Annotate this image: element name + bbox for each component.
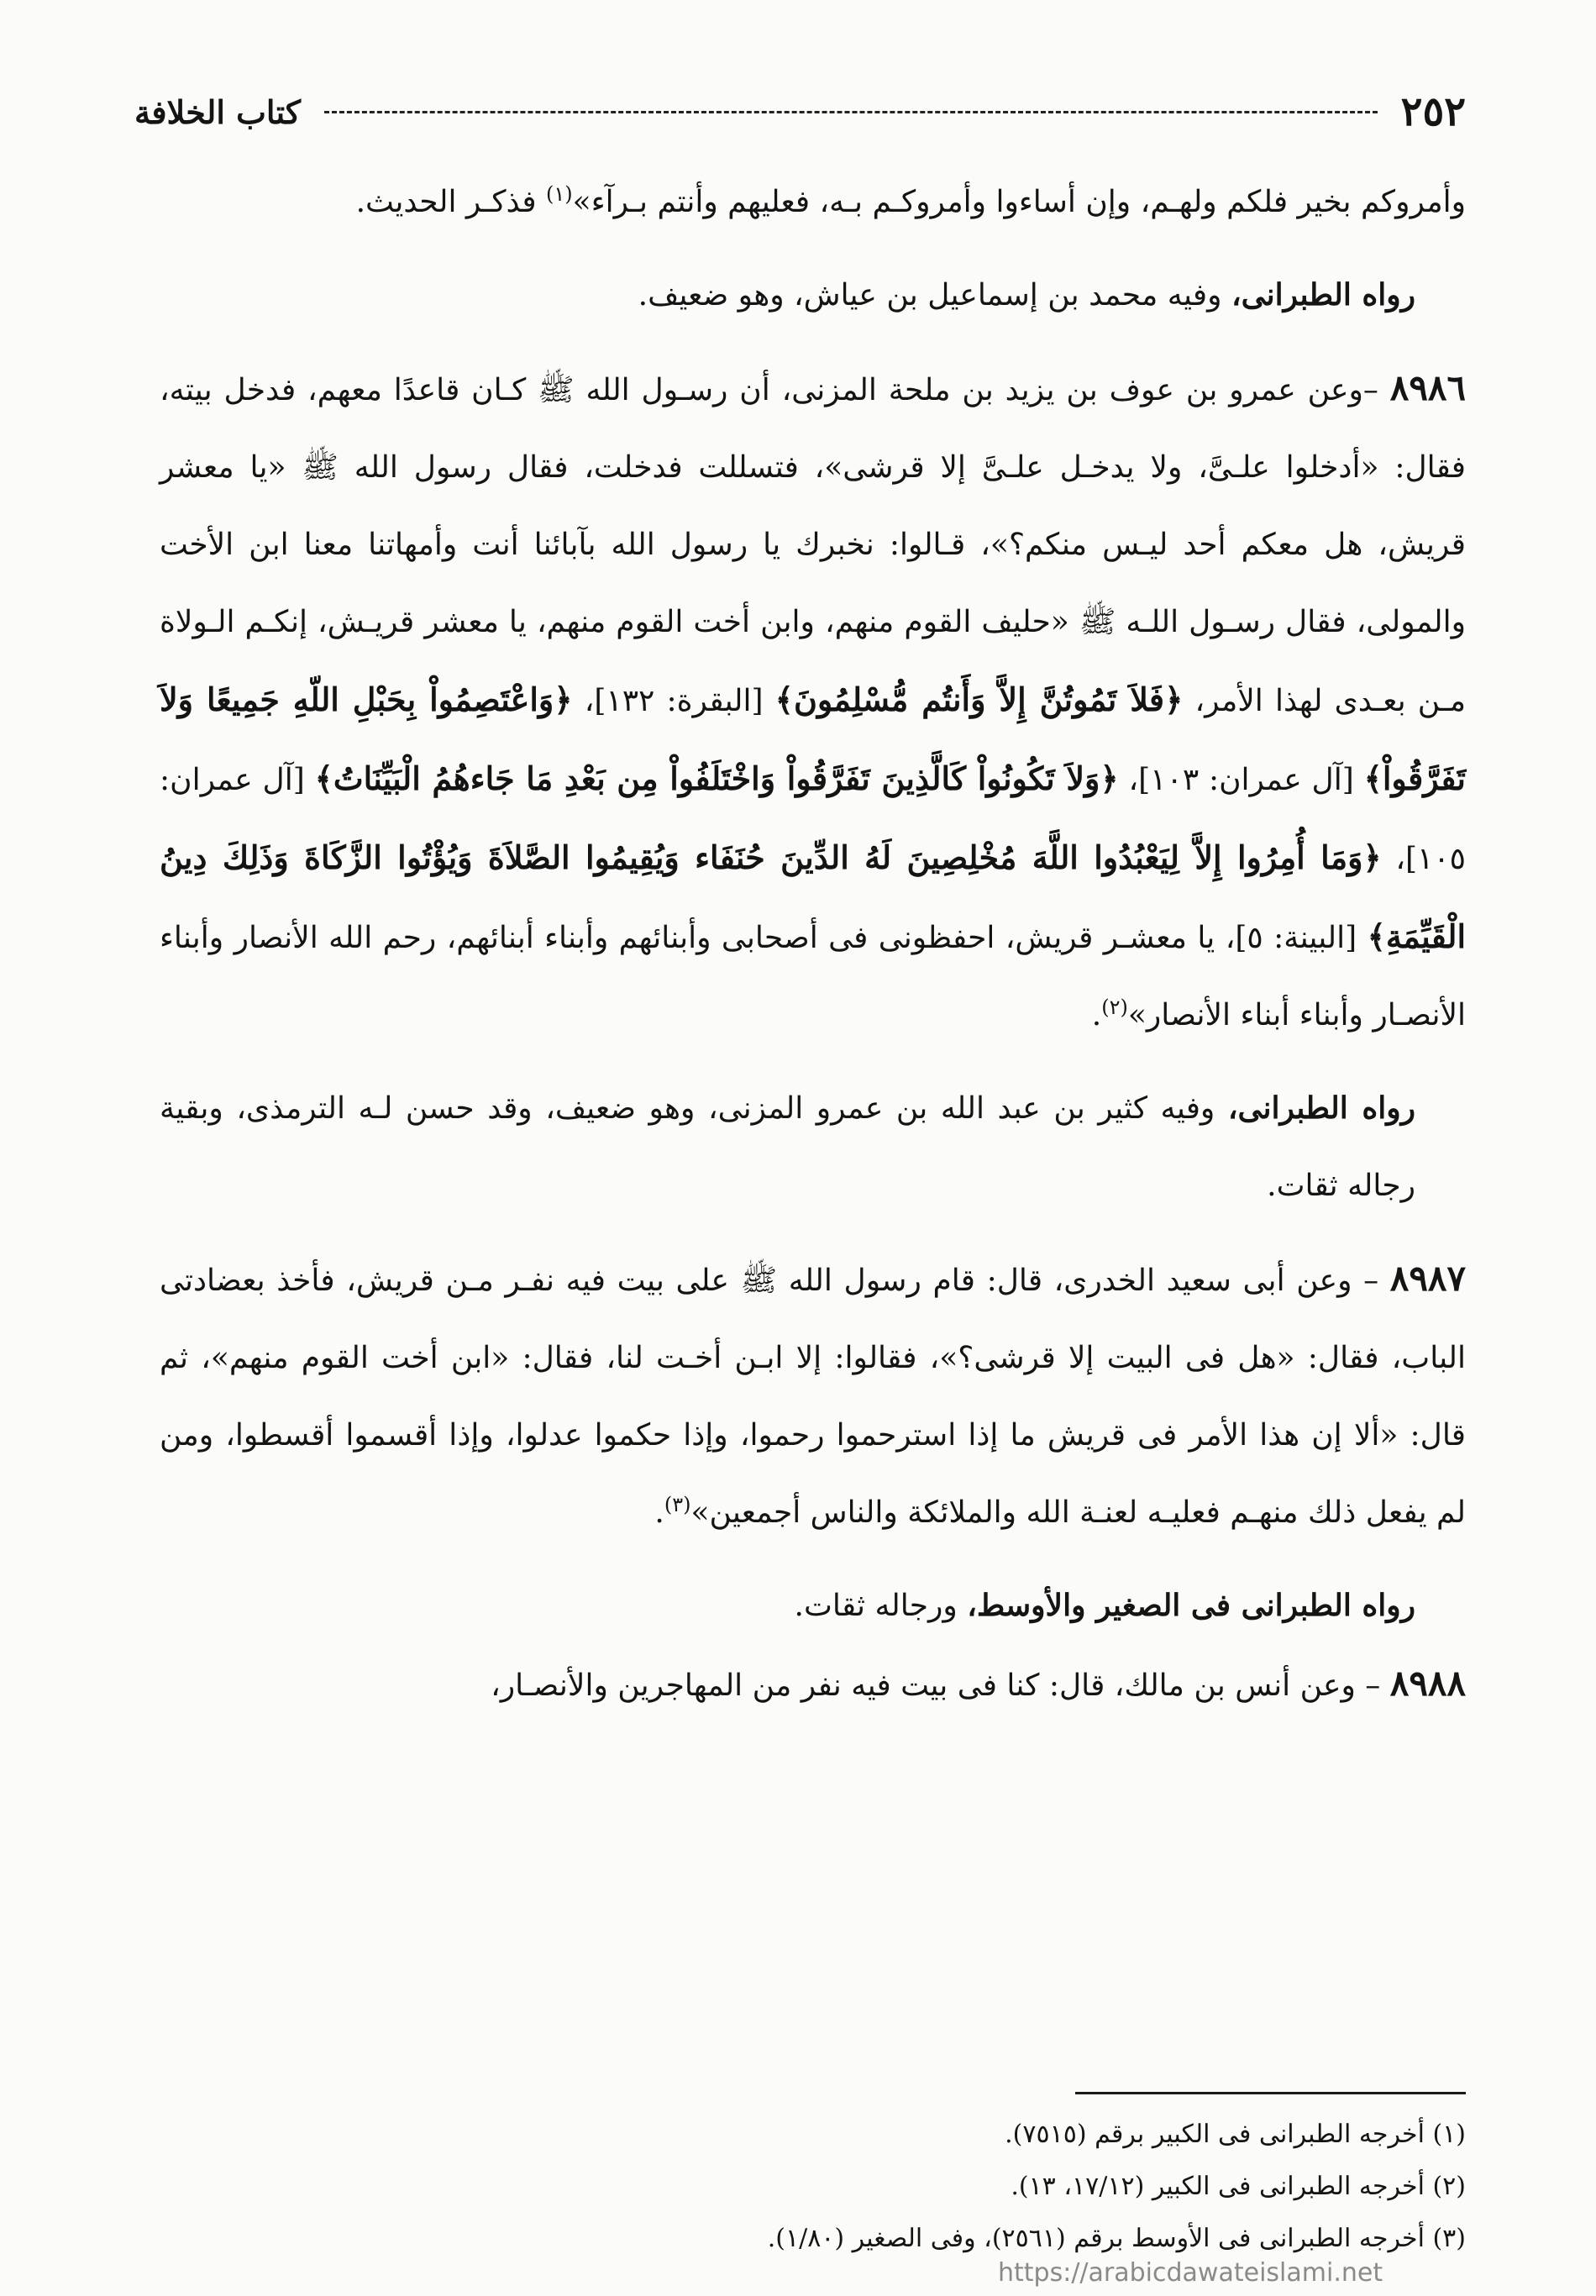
hadith-number: ٨٩٨٨ bbox=[1389, 1663, 1466, 1704]
source-note-2 bbox=[160, 1069, 1466, 1225]
footnote-ref-1: (١) bbox=[546, 182, 573, 206]
verse-reference-4: [البينة: ٥]، bbox=[1215, 921, 1368, 955]
verse-reference-1: [البقرة: ١٣٢]، bbox=[572, 684, 775, 718]
hadith-text-tail: يا معشـر قريش، احفظونى فى أصحابى وأبنائهم وأبناء أبنائهم، رحم الله الأنصار وأبناء الأنصـار وأبناء أبناء الأنصار» bbox=[160, 921, 1466, 1032]
page-number: ٢٥٢ bbox=[1400, 88, 1466, 135]
main-text bbox=[160, 164, 1466, 1725]
source-label: رواه الطبرانى، bbox=[1231, 277, 1415, 313]
hadith-text: –وعن عمرو بن عوف بن يزيد بن ملحة المزنى، أن رسـول الله ﷺ كـان قاعدًا معهم، فدخل بيته، فقال: «أدخلوا علـىَّ، ولا يدخـل علـىَّ إلا قرشى»، فتسللت فدخلت، فقال رسول الله ﷺ «يا معشر قريش، هل معكم أحد ليـس منكم؟»، قـالوا: نخبرك يا رسول الله بآبائنا أنت وأمهاتنا معنا ابن الأخت والمولى، فقال رسـول اللـه ﷺ «حليف القوم منهم، وابن أخت القوم منهم، يا معشر قريـش، إنكـم الـولاة مـن بعـدى لهذا الأمر، bbox=[160, 373, 1467, 718]
quran-verse-1: ﴿فَلاَ تَمُوتُنَّ إِلاَّ وَأَنتُم مُّسْلِمُونَ﴾ bbox=[774, 680, 1184, 718]
quran-verse-4: ﴿وَمَا أُمِرُوا إِلاَّ لِيَعْبُدُوا اللَّهَ مُخْلِصِينَ لَهُ الدِّينَ حُنَفَاء وَيُقِيمُوا الصَّلاَةَ وَيُؤْتُوا الزَّكَاةَ وَذَلِكَ دِينُ الْقَيِّمَةِ﴾ bbox=[160, 838, 1467, 955]
hadith-text: – وعن أبى سعيد الخدرى، قال: قام رسول الله ﷺ على بيت فيه نفـر مـن قريش، فأخذ بعضادتى الباب، فقال: «هل فى البيت إلا قرشى؟»، فقالوا: إلا ابـن أخـت لنا، فقال: «ابن أخت القوم منهم»، ثم قال: «ألا إن هذا الأمر فى قريش ما إذا استرحموا رحموا، وإذا حكموا عدلوا، وإذا أقسموا أقسطوا، ومن لم يفعل ذلك منهـم فعليـه لعنـة الله والملائكة والناس أجمعين» bbox=[160, 1264, 1466, 1530]
hadith-8987: ٨٩٨٧ – وعن أبى سعيد الخدرى، قال: قام رسول الله ﷺ على بيت فيه نفـر مـن قريش، فأخذ بعضادتى الباب، فقال: «هل فى البيت إلا قرشى؟»، فقالوا: إلا ابـن أخـت لنا، فقال: «ابن أخت القوم منهم»، ثم قال: «ألا إن هذا الأمر فى قريش ما إذا استرحموا رحموا، وإذا حكموا عدلوا، وإذا أقسموا أقسطوا، ومن لم يفعل ذلك منهـم فعليـه لعنـة الله والملائكة والناس أجمعين»$^{(٣)}$. bbox=[160, 1258, 1466, 1530]
hadith-number: ٨٩٨٧ bbox=[1389, 1258, 1466, 1299]
page-header bbox=[134, 82, 1466, 141]
footnotes bbox=[160, 2109, 1466, 2265]
source-label: رواه الطبرانى، bbox=[1227, 1090, 1415, 1126]
running-title: كتاب الخلافة bbox=[134, 92, 302, 131]
verse-reference-2: [آل عمران: ١٠٣]، bbox=[1118, 763, 1364, 797]
quran-verse-3: ﴿وَلاَ تَكُونُواْ كَالَّذِينَ تَفَرَّقُواْ وَاخْتَلَفُواْ مِن بَعْدِ مَا جَاءهُمُ الْبَيِّنَاتُ﴾ bbox=[314, 759, 1119, 797]
footnote-1: (١) أخرجه الطبرانى فى الكبير برقم (٧٥١٥). bbox=[1005, 2120, 1466, 2149]
paragraph-text: وأمروكم بخير فلكم ولهـم، وإن أساءوا وأمروكـم بـه، فعليهم وأنتم بـرآء» bbox=[572, 185, 1466, 219]
paragraph-continuation bbox=[160, 164, 1466, 241]
quran-verse-2: ﴿وَاعْتَصِمُواْ بِحَبْلِ اللّهِ جَمِيعًا وَلاَ تَفَرَّقُواْ﴾ bbox=[160, 680, 1466, 797]
footnote-2: (٢) أخرجه الطبرانى فى الكبير (١٧/١٢، ١٣). bbox=[1011, 2172, 1466, 2201]
hadith-8988 bbox=[160, 1645, 1466, 1725]
verse-reference-3: [آل عمران: ١٠٥]، bbox=[160, 763, 1466, 876]
header-dashed-rule bbox=[324, 111, 1378, 113]
footnote-3: (٣) أخرجه الطبرانى فى الأوسط برقم (٢٥٦١)، وفى الصغير (١/٨٠). bbox=[767, 2224, 1466, 2253]
source-text: ورجاله ثقات. bbox=[794, 1589, 968, 1623]
hadith-number: ٨٩٨٦ bbox=[1389, 367, 1466, 408]
source-note-1 bbox=[160, 256, 1466, 334]
footnote-separator bbox=[1075, 2092, 1466, 2094]
footnote-ref-2: (٢) bbox=[1101, 996, 1128, 1019]
source-note-3 bbox=[160, 1567, 1466, 1645]
paragraph-text-tail: فذكـر الحديث. bbox=[355, 185, 547, 219]
footnote-ref-3: (٣) bbox=[664, 1493, 691, 1516]
hadith-8986: ٨٩٨٦ –وعن عمرو بن عوف بن يزيد بن ملحة المزنى، أن رسـول الله ﷺ كـان قاعدًا معهم، فدخل بيته، فقال: «أدخلوا علـىَّ، ولا يدخـل علـىَّ إلا قرشى»، فتسللت فدخلت، فقال رسول الله ﷺ «يا معشر قريش، هل معكم أحد ليـس منكم؟»، قـالوا: نخبرك يا رسول الله بآبائنا أنت وأمهاتنا معنا ابن الأخت والمولى، فقال رسـول اللـه ﷺ «حليف القوم منهم، وابن أخت القوم منهم، يا معشر قريـش، إنكـم الـولاة مـن بعـدى لهذا الأمر، ﴿فَلاَ تَمُوتُنَّ إِلاَّ وَأَنتُم مُّسْلِمُونَ﴾ [البقرة: ١٣٢]، ﴿وَاعْتَصِمُواْ بِحَبْلِ اللّهِ جَمِيعًا وَلاَ تَفَرَّقُواْ﴾ [آل عمران: ١٠٣]، ﴿وَلاَ تَكُونُواْ كَالَّذِينَ تَفَرَّقُواْ وَاخْتَلَفُواْ مِن بَعْدِ مَا جَاءهُمُ الْبَيِّنَاتُ﴾ [آل عمران: ١٠٥]، ﴿وَمَا أُمِرُوا إِلاَّ لِيَعْبُدُوا اللَّهَ مُخْلِصِينَ لَهُ الدِّينَ حُنَفَاء وَيُقِيمُوا الصَّلاَةَ وَيُؤْتُوا الزَّكَاةَ وَذَلِكَ دِينُ الْقَيِّمَةِ﴾ [البينة: ٥]، يا معشـر قريش، احفظونى فى أصحابى وأبنائهم وأبناء أبنائهم، رحم الله الأنصار وأبناء الأنصـار وأبناء أبناء الأنصار»$^{(٢)}$. bbox=[160, 367, 1467, 1032]
source-text: وفيه محمد بن إسماعيل بن عياش، وهو ضعيف. bbox=[638, 278, 1231, 313]
hadith-text: – وعن أنس بن مالك، قال: كنا فى بيت فيه نفر من المهاجرين والأنصـار، bbox=[491, 1668, 1390, 1703]
source-label: رواه الطبرانى فى الصغير والأوسط، bbox=[967, 1588, 1415, 1623]
source-watermark: https://arabicdawateislami.net bbox=[998, 2258, 1383, 2288]
source-text: وفيه كثير بن عبد الله بن عمرو المزنى، وهو ضعيف، وقد حسن لـه الترمذى، وبقية رجاله ثقات. bbox=[160, 1091, 1415, 1203]
